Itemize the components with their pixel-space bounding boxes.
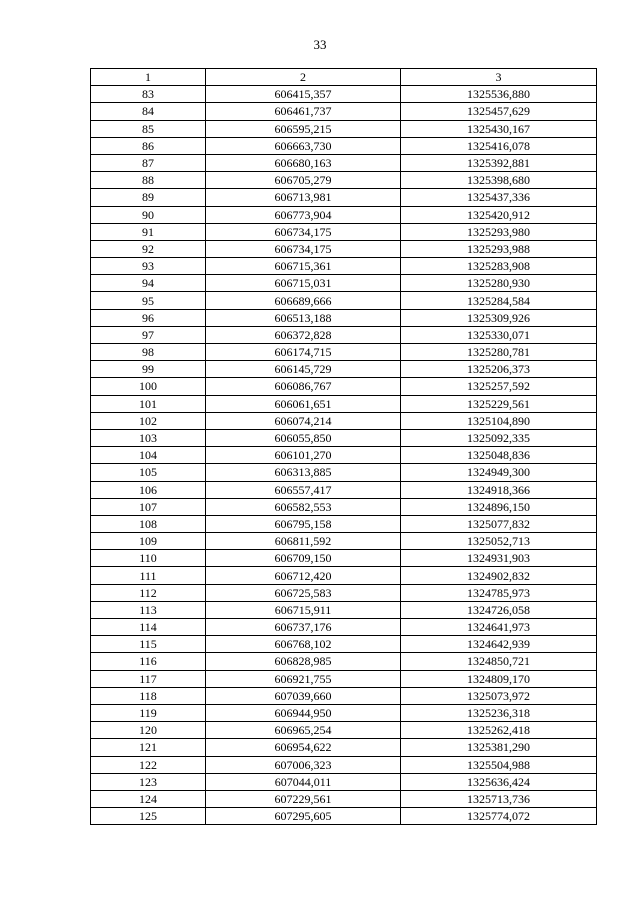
y-coordinate-cell: 1325713,736 [401,790,597,807]
y-coordinate-cell: 1324949,300 [401,464,597,481]
table-row [91,189,597,206]
point-number-cell: 108 [91,515,206,532]
y-coordinate-cell: 1325293,988 [401,240,597,257]
y-coordinate-cell: 1325073,972 [401,687,597,704]
y-coordinate-cell: 1325229,561 [401,395,597,412]
point-number-cell: 86 [91,137,206,154]
x-coordinate-cell: 606734,175 [206,240,401,257]
point-number-cell: 110 [91,550,206,567]
table-row [91,154,597,171]
table-row [91,223,597,240]
point-number-cell: 104 [91,447,206,464]
x-coordinate-cell: 606713,981 [206,189,401,206]
table-row [91,137,597,154]
y-coordinate-cell: 1325280,781 [401,344,597,361]
x-coordinate-cell: 606055,850 [206,429,401,446]
table-row [91,258,597,275]
x-coordinate-cell: 606582,553 [206,498,401,515]
table-row [91,619,597,636]
point-number-cell: 99 [91,361,206,378]
x-coordinate-cell: 606768,102 [206,636,401,653]
x-coordinate-cell: 606705,279 [206,172,401,189]
point-number-cell: 96 [91,309,206,326]
header-cell-point: 1 [91,69,206,86]
point-number-cell: 100 [91,378,206,395]
x-coordinate-cell: 606715,911 [206,601,401,618]
point-number-cell: 90 [91,206,206,223]
y-coordinate-cell: 1325236,318 [401,704,597,721]
table-row [91,704,597,721]
y-coordinate-cell: 1324785,973 [401,584,597,601]
point-number-cell: 116 [91,653,206,670]
y-coordinate-cell: 1325420,912 [401,206,597,223]
point-number-cell: 103 [91,429,206,446]
table-row [91,515,597,532]
point-number-cell: 98 [91,344,206,361]
y-coordinate-cell: 1325330,071 [401,326,597,343]
point-number-cell: 109 [91,533,206,550]
x-coordinate-cell: 606811,592 [206,533,401,550]
x-coordinate-cell: 606715,031 [206,275,401,292]
point-number-cell: 87 [91,154,206,171]
x-coordinate-cell: 606795,158 [206,515,401,532]
point-number-cell: 94 [91,275,206,292]
y-coordinate-cell: 1324931,903 [401,550,597,567]
table-row [91,103,597,120]
table-row [91,395,597,412]
table-row [91,756,597,773]
x-coordinate-cell: 606372,828 [206,326,401,343]
table-row [91,636,597,653]
point-number-cell: 88 [91,172,206,189]
table-row [91,533,597,550]
x-coordinate-cell: 606174,715 [206,344,401,361]
y-coordinate-cell: 1325536,880 [401,86,597,103]
table-body [91,86,597,825]
y-coordinate-cell: 1325309,926 [401,309,597,326]
y-coordinate-cell: 1325077,832 [401,515,597,532]
y-coordinate-cell: 1325636,424 [401,773,597,790]
y-coordinate-cell: 1324850,721 [401,653,597,670]
x-coordinate-cell: 606557,417 [206,481,401,498]
y-coordinate-cell: 1325430,167 [401,120,597,137]
y-coordinate-cell: 1324641,973 [401,619,597,636]
table-row [91,481,597,498]
x-coordinate-cell: 606415,357 [206,86,401,103]
y-coordinate-cell: 1324896,150 [401,498,597,515]
x-coordinate-cell: 606689,666 [206,292,401,309]
table-row [91,687,597,704]
point-number-cell: 107 [91,498,206,515]
table-row [91,601,597,618]
x-coordinate-cell: 606074,214 [206,412,401,429]
point-number-cell: 89 [91,189,206,206]
table-row [91,653,597,670]
y-coordinate-cell: 1324642,939 [401,636,597,653]
x-coordinate-cell: 606513,188 [206,309,401,326]
table-row [91,464,597,481]
x-coordinate-cell: 606145,729 [206,361,401,378]
table-row [91,86,597,103]
page-number: 33 [313,37,327,52]
table-row [91,429,597,446]
x-coordinate-cell: 606737,176 [206,619,401,636]
point-number-cell: 93 [91,258,206,275]
table-row [91,344,597,361]
table-row [91,498,597,515]
x-coordinate-cell: 606709,150 [206,550,401,567]
point-number-cell: 122 [91,756,206,773]
table-row [91,378,597,395]
table-row [91,447,597,464]
point-number-cell: 105 [91,464,206,481]
y-coordinate-cell: 1325206,373 [401,361,597,378]
point-number-cell: 123 [91,773,206,790]
point-number-cell: 125 [91,808,206,825]
table-row [91,120,597,137]
x-coordinate-cell: 606313,885 [206,464,401,481]
x-coordinate-cell: 606061,651 [206,395,401,412]
table-row [91,361,597,378]
x-coordinate-cell: 606921,755 [206,670,401,687]
point-number-cell: 84 [91,103,206,120]
y-coordinate-cell: 1325280,930 [401,275,597,292]
point-number-cell: 120 [91,722,206,739]
table-row [91,550,597,567]
x-coordinate-cell: 607229,561 [206,790,401,807]
y-coordinate-cell: 1324918,366 [401,481,597,498]
y-coordinate-cell: 1325283,908 [401,258,597,275]
header-cell-y: 3 [401,69,597,86]
x-coordinate-cell: 607044,011 [206,773,401,790]
point-number-cell: 85 [91,120,206,137]
x-coordinate-cell: 607039,660 [206,687,401,704]
y-coordinate-cell: 1325052,713 [401,533,597,550]
y-coordinate-cell: 1325392,881 [401,154,597,171]
point-number-cell: 95 [91,292,206,309]
table-row [91,584,597,601]
table-row [91,240,597,257]
x-coordinate-cell: 606086,767 [206,378,401,395]
header-row [91,69,597,86]
x-coordinate-cell: 606734,175 [206,223,401,240]
y-coordinate-cell: 1325381,290 [401,739,597,756]
table-row [91,773,597,790]
y-coordinate-cell: 1325293,980 [401,223,597,240]
x-coordinate-cell: 606680,163 [206,154,401,171]
point-number-cell: 115 [91,636,206,653]
x-coordinate-cell: 607295,605 [206,808,401,825]
point-number-cell: 102 [91,412,206,429]
point-number-cell: 91 [91,223,206,240]
y-coordinate-cell: 1324902,832 [401,567,597,584]
table-row [91,309,597,326]
y-coordinate-cell: 1325048,836 [401,447,597,464]
header-cell-x: 2 [206,69,401,86]
y-coordinate-cell: 1325092,335 [401,429,597,446]
point-number-cell: 124 [91,790,206,807]
point-number-cell: 111 [91,567,206,584]
y-coordinate-cell: 1324726,058 [401,601,597,618]
y-coordinate-cell: 1325437,336 [401,189,597,206]
x-coordinate-cell: 606715,361 [206,258,401,275]
point-number-cell: 119 [91,704,206,721]
point-number-cell: 97 [91,326,206,343]
table-row [91,808,597,825]
point-number-cell: 114 [91,619,206,636]
table-row [91,326,597,343]
table-row [91,790,597,807]
x-coordinate-cell: 606773,904 [206,206,401,223]
x-coordinate-cell: 606725,583 [206,584,401,601]
x-coordinate-cell: 606461,737 [206,103,401,120]
y-coordinate-cell: 1325262,418 [401,722,597,739]
y-coordinate-cell: 1325457,629 [401,103,597,120]
x-coordinate-cell: 606595,215 [206,120,401,137]
coordinates-table [90,68,597,825]
y-coordinate-cell: 1325504,988 [401,756,597,773]
point-number-cell: 92 [91,240,206,257]
table-row [91,567,597,584]
x-coordinate-cell: 606965,254 [206,722,401,739]
point-number-cell: 106 [91,481,206,498]
y-coordinate-cell: 1325284,584 [401,292,597,309]
x-coordinate-cell: 606712,420 [206,567,401,584]
point-number-cell: 113 [91,601,206,618]
table-row [91,292,597,309]
y-coordinate-cell: 1325104,890 [401,412,597,429]
x-coordinate-cell: 606944,950 [206,704,401,721]
point-number-cell: 118 [91,687,206,704]
y-coordinate-cell: 1325416,078 [401,137,597,154]
y-coordinate-cell: 1325774,072 [401,808,597,825]
point-number-cell: 83 [91,86,206,103]
x-coordinate-cell: 606954,622 [206,739,401,756]
x-coordinate-cell: 606663,730 [206,137,401,154]
x-coordinate-cell: 606101,270 [206,447,401,464]
table-row [91,739,597,756]
x-coordinate-cell: 606828,985 [206,653,401,670]
y-coordinate-cell: 1325398,680 [401,172,597,189]
table-row [91,670,597,687]
table-header [91,69,597,86]
point-number-cell: 112 [91,584,206,601]
x-coordinate-cell: 607006,323 [206,756,401,773]
table-row [91,172,597,189]
y-coordinate-cell: 1325257,592 [401,378,597,395]
point-number-cell: 101 [91,395,206,412]
point-number-cell: 117 [91,670,206,687]
table-row [91,275,597,292]
table-row [91,722,597,739]
y-coordinate-cell: 1324809,170 [401,670,597,687]
table-row [91,206,597,223]
table-row [91,412,597,429]
point-number-cell: 121 [91,739,206,756]
